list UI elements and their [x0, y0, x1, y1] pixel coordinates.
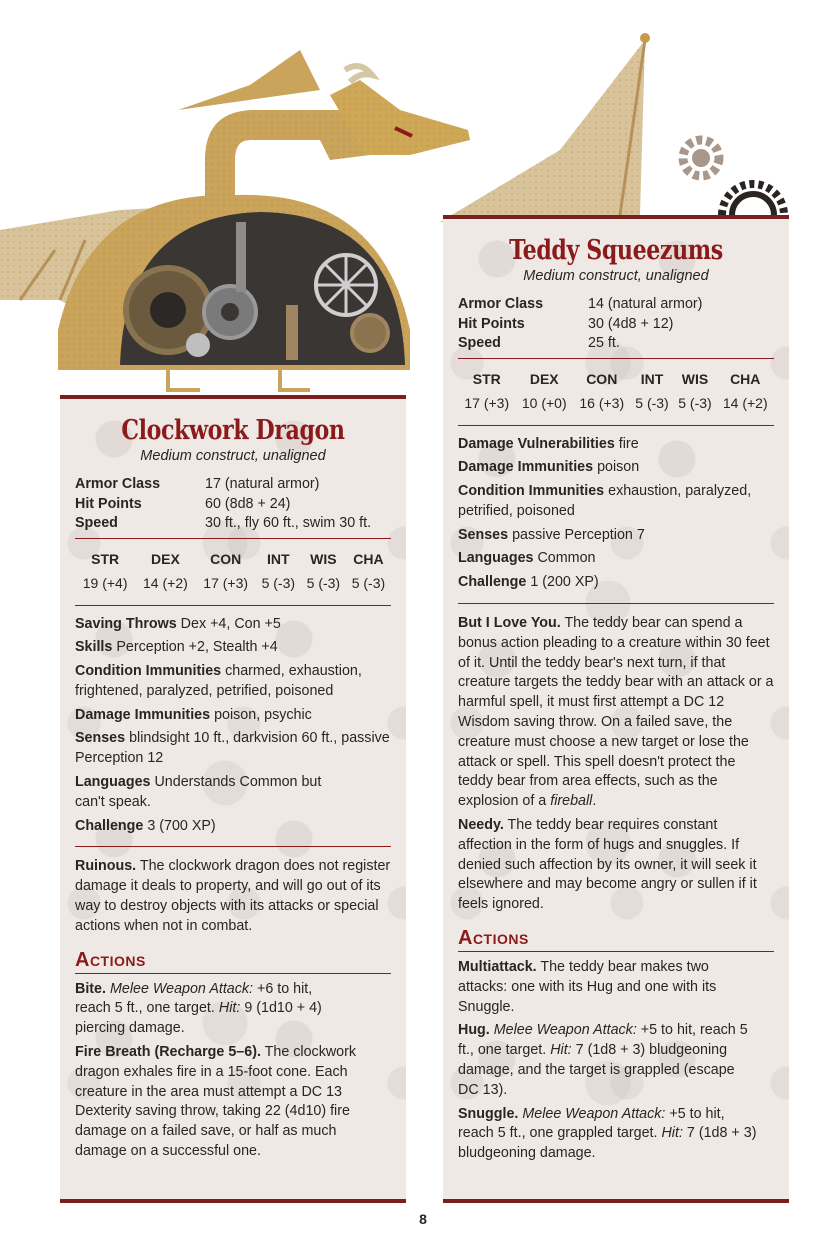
damage-immunities: Damage Immunities poison [458, 459, 640, 476]
monster-meta: Medium construct, unaligned [140, 448, 326, 464]
divider [75, 538, 391, 539]
ability-header: INT [640, 370, 664, 387]
divider [75, 605, 391, 606]
damage-immunities: Damage Immunities poison, psychic [75, 706, 312, 723]
languages: Languages Understands Common but can't speak. [75, 774, 322, 810]
ability-score: 5 (-3) [261, 574, 296, 591]
dark-gear-icon [722, 184, 784, 215]
hit-points: Hit Points 30 (4d8 + 12) [458, 315, 674, 332]
action-snuggle: Snuggle. Melee Weapon Attack: +5 to hit, reach 5 ft., one grappled target. Hit: 7 (1d8 + 3) bludgeoning damage. [458, 1105, 757, 1162]
armor-class: Armor Class 14 (natural armor) [458, 296, 703, 312]
ability-header: INT [267, 550, 290, 567]
ability-score: 17 (+3) [203, 574, 249, 591]
condition-immunities: Condition Immunities charmed, exhaustion, frightened, paralyzed, petrified, poisoned [75, 663, 362, 699]
ability-header: DEX [151, 550, 180, 567]
senses: Senses passive Perception 7 [458, 526, 645, 543]
hit-points: Hit Points 60 (8d8 + 24) [75, 495, 291, 512]
challenge: Challenge 3 (700 XP) [75, 817, 216, 834]
action-hug: Hug. Melee Weapon Attack: +5 to hit, reach 5 ft., one target. Hit: 7 (1d8 + 3) bludgeoning damage, and the target is grappled (escape DC 13). [458, 1022, 748, 1098]
ability-scores [458, 367, 774, 415]
ability-scores [75, 547, 391, 595]
monster-name: Clockwork Dragon [121, 415, 345, 446]
actions-heading: Actions [458, 927, 774, 952]
teddy-squeezums-stat-block [443, 215, 789, 1203]
divider [75, 846, 391, 847]
languages: Languages Common [458, 550, 596, 567]
ability-header: WIS [681, 370, 709, 387]
ability-header: CON [586, 370, 618, 387]
ability-score: 10 (+0) [521, 394, 567, 411]
action-multiattack: Multiattack. The teddy bear makes two attacks: one with its Hug and one with its Snuggle. [458, 959, 717, 1015]
damage-vulnerabilities: Damage Vulnerabilities fire [458, 435, 639, 452]
page-number: 8 [419, 1211, 427, 1227]
ability-score: 5 (-3) [678, 394, 712, 411]
divider [458, 358, 774, 359]
trait-needy: Needy. The teddy bear requires constant affection in the form of hugs and snuggles. If denied such affection by its owner, it will seek it elsewhere and may become angry or sullen if it feels ignored. [458, 817, 757, 913]
ability-header: CON [210, 550, 242, 567]
ability-score: 5 (-3) [351, 574, 386, 591]
challenge: Challenge 1 (200 XP) [458, 574, 599, 591]
ability-score: 14 (+2) [143, 574, 188, 591]
ability-header: CHA [353, 550, 384, 567]
ability-header: STR [91, 550, 120, 567]
saving-throws: Saving Throws Dex +4, Con +5 [75, 615, 281, 632]
ability-header: STR [472, 370, 501, 387]
condition-immunities: Condition Immunities exhaustion, paralyzed, petrified, poisoned [458, 483, 752, 519]
divider [458, 425, 774, 426]
trait-ruinous: Ruinous. The clockwork dragon does not register damage it deals to property, and will go out of its way to destroy objects with its attacks or special actions when not in combat. [75, 858, 391, 934]
ability-header: WIS [310, 550, 337, 567]
ability-score: 14 (+2) [722, 394, 768, 411]
action-fire-breath: Fire Breath (Recharge 5–6). The clockwork dragon exhales fire in a 15-foot cone. Each creature in the area must attempt a DC 13 Dexterity saving throw, taking 22 (4d10) fire damage on a failed save, or half as much damage on a successful one. [75, 1044, 357, 1160]
ability-score: 16 (+3) [579, 394, 625, 411]
senses: Senses blindsight 10 ft., darkvision 60 ft., passive Perception 12 [75, 730, 390, 767]
ability-score: 5 (-3) [635, 394, 669, 411]
skills: Skills Perception +2, Stealth +4 [75, 639, 278, 656]
speed: Speed 30 ft., fly 60 ft., swim 30 ft. [75, 515, 372, 531]
gear-icon [683, 140, 719, 176]
ability-header: CHA [730, 370, 761, 387]
ability-score: 17 (+3) [464, 394, 510, 411]
monster-name: Teddy Squeezums [509, 235, 723, 266]
action-bite: Bite. Melee Weapon Attack: +6 to hit, reach 5 ft., one target. Hit: 9 (1d10 + 4) piercing damage. [75, 980, 322, 1037]
ability-score: 5 (-3) [306, 574, 341, 591]
speed: Speed 25 ft. [458, 335, 620, 351]
clockwork-dragon-stat-block [60, 395, 406, 1203]
ability-header: DEX [529, 370, 559, 387]
actions-heading: Actions [75, 949, 391, 974]
ability-score: 19 (+4) [82, 574, 128, 591]
monster-meta: Medium construct, unaligned [523, 268, 709, 284]
trait-but-i-love-you: But I Love You. The teddy bear can spend a bonus action pleading to a creature within 30 feet of it. Until the teddy bear's next turn, if that creature targets the teddy bear with an attack or a harmful spell, it must first attempt a DC 12 Wisdom saving throw. On a failed save, the creature must choose a new target or lose the attack or spell. This spell doesn't protect the teddy bear from area effects, such as the explosion of a fireball. [458, 615, 774, 810]
divider [458, 603, 774, 604]
armor-class: Armor Class 17 (natural armor) [75, 476, 320, 492]
